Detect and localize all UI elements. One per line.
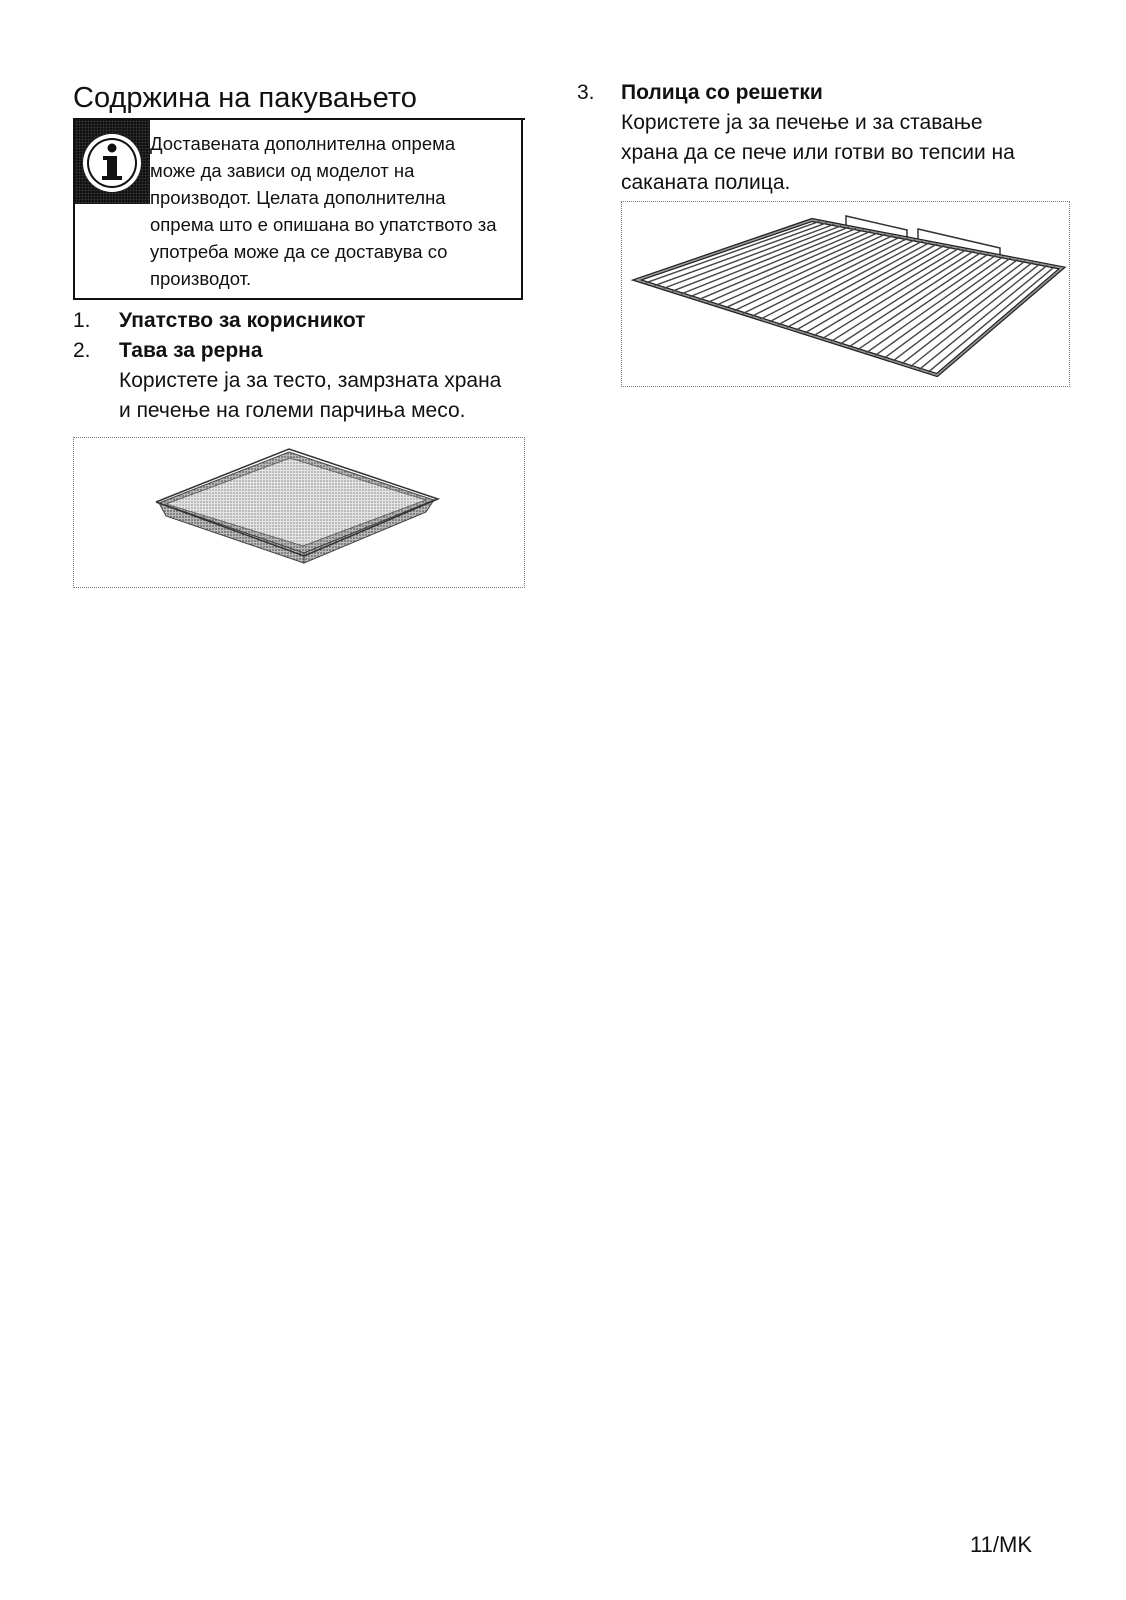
shelf-wire xyxy=(761,240,915,319)
description-line: Користете ја за печење и за ставање xyxy=(621,111,983,134)
item-description xyxy=(119,366,525,426)
description-line: и печење на големи парчиња месо. xyxy=(119,399,466,422)
item-number: 1. xyxy=(73,309,91,332)
description-line: храна да се пече или готви во тепсии на xyxy=(621,141,1015,164)
baking-tray-illustration xyxy=(74,438,524,587)
item-number: 2. xyxy=(73,339,91,362)
shelf-wire xyxy=(778,243,929,325)
info-note-box xyxy=(73,120,523,300)
baking-tray-figure xyxy=(73,437,525,588)
item-description xyxy=(621,108,1077,198)
info-note-line: производот. Целата дополнителна xyxy=(150,187,446,208)
left-column xyxy=(73,80,525,588)
info-note-line: опрема што е опишана во упатството за xyxy=(150,214,497,235)
item-label: Полица со решетки xyxy=(621,81,823,104)
item-label: Упатство за корисникот xyxy=(119,309,366,332)
list-item xyxy=(73,306,525,336)
list-item xyxy=(73,336,525,366)
info-note-line: производот. xyxy=(150,268,252,289)
page-number: 11/MK xyxy=(970,1532,1032,1557)
right-column xyxy=(577,78,1077,387)
accessory-list xyxy=(73,306,525,426)
section-title: Содржина на пакувањето xyxy=(73,80,525,120)
info-note-line: употреба може да се доставува со xyxy=(150,241,448,262)
shelf-wire xyxy=(725,234,885,308)
info-note-line: може да зависи од моделот на xyxy=(150,160,415,181)
item-label: Тава за рерна xyxy=(119,339,263,362)
shelf-wire xyxy=(743,237,900,314)
list-item xyxy=(577,78,1077,108)
item-number: 3. xyxy=(577,81,595,104)
shelf-wire xyxy=(752,238,908,316)
shelf-wire xyxy=(734,236,893,311)
description-line: Користете ја за тесто, замрзната храна xyxy=(119,369,502,392)
wire-shelf-figure xyxy=(621,201,1070,387)
wire-shelf-illustration xyxy=(622,202,1069,386)
info-note-line: Доставената дополнителна опрема xyxy=(150,133,456,154)
info-icon xyxy=(75,120,150,204)
info-note-text xyxy=(150,130,518,292)
shelf-wire xyxy=(787,244,937,328)
shelf-wire xyxy=(769,241,922,322)
description-line: саканата полица. xyxy=(621,171,791,194)
